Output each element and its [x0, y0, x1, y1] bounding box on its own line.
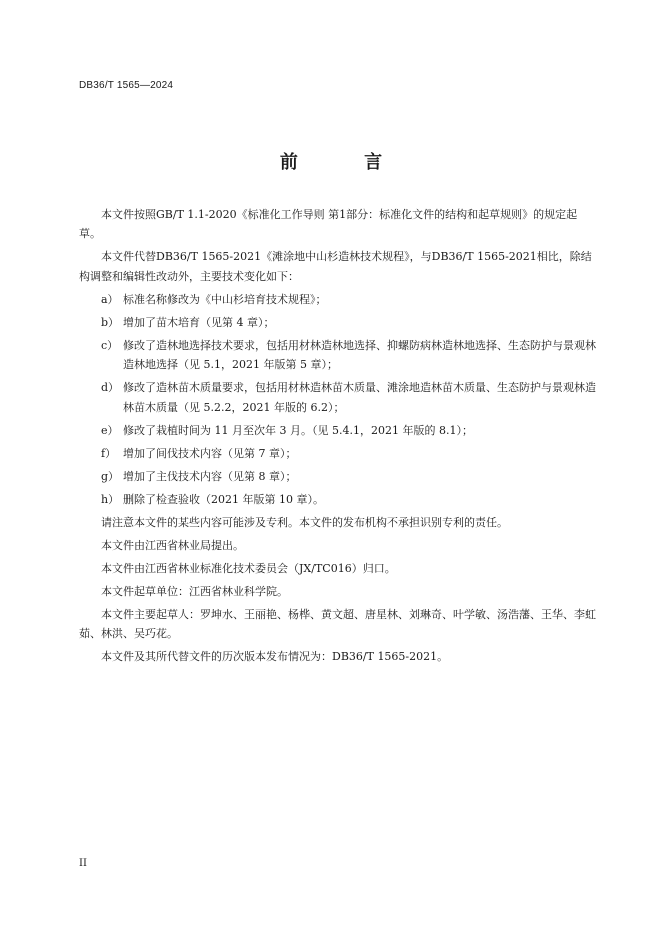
list-item — [79, 313, 599, 332]
list-item — [79, 336, 599, 375]
list-item — [79, 421, 599, 440]
list-item-text: 增加了间伐技术内容（见第 7 章）； — [123, 446, 297, 460]
paragraph-replacement: 本文件代替DB36/T 1565-2021《滩涂地中山杉造林技术规程》，与DB36/T 1565-2021相比，除结构调整和编辑性改动外，主要技术变化如下： — [79, 250, 592, 283]
list-item-label: d） — [101, 381, 120, 395]
page-title: 前 言 — [279, 152, 413, 173]
list-item — [79, 490, 599, 509]
list-item-label: c） — [101, 338, 119, 352]
paragraph-drafting-rules: 本文件按照GB/T 1.1-2020《标准化工作导则 第1部分：标准化文件的结构和起草规则》的规定起草。 — [79, 208, 578, 241]
list-item-text: 修改了造林地选择技术要求，包括用材林造林地选择、抑螺防病林造林地选择、生态防护与景观林造林地选择（见 5.1，2021 年版第 5 章）； — [123, 338, 596, 372]
paragraph-patent-notice: 请注意本文件的某些内容可能涉及专利。本文件的发布机构不承担识别专利的责任。 — [101, 515, 508, 529]
paragraph-version-history: 本文件及其所代替文件的历次版本发布情况为：DB36/T 1565-2021。 — [101, 650, 449, 664]
list-item-text: 修改了造林苗木质量要求，包括用材林造林苗木质量、滩涂地造林苗木质量、生态防护与景观林造林苗木质量（见 5.2.2，2021 年版的 6.2）； — [123, 381, 596, 414]
list-item — [79, 467, 599, 486]
list-item — [79, 444, 599, 463]
list-item-text: 增加了苗木培育（见第 4 章）； — [123, 315, 275, 329]
list-item-text: 修改了栽植时间为 11 月至次年 3 月。（见 5.4.1，2021 年版的 8.1）； — [123, 423, 473, 437]
paragraph-administered-by: 本文件由江西省林业标准化技术委员会（JX/TC016）归口。 — [101, 561, 396, 575]
list-item-label: a） — [101, 292, 119, 306]
list-item-label: e） — [101, 423, 119, 437]
list-item — [79, 378, 599, 417]
list-item-label: g） — [101, 469, 120, 483]
foreword-body — [79, 205, 599, 670]
list-item-text: 删除了检查验收（2021 年版第 10 章）。 — [123, 492, 324, 506]
paragraph-drafters: 本文件主要起草人：罗坤水、王丽艳、杨桦、黄文超、唐星林、刘琳奇、叶学敏、汤浩藩、王华、李虹茹、林洪、吴巧花。 — [79, 607, 596, 641]
list-item-label: b） — [101, 315, 120, 329]
list-item-label: f） — [101, 446, 117, 460]
list-item — [79, 290, 599, 309]
list-item-label: h） — [101, 492, 120, 506]
page-number: II — [79, 858, 87, 869]
paragraph-proposed-by: 本文件由江西省林业局提出。 — [101, 538, 244, 552]
document-code-header: DB36/T 1565—2024 — [79, 80, 174, 91]
list-item-text: 标准名称修改为《中山杉培育技术规程》； — [123, 292, 327, 306]
paragraph-drafting-unit: 本文件起草单位：江西省林业科学院。 — [101, 584, 288, 598]
list-item-text: 增加了主伐技术内容（见第 8 章）； — [123, 469, 297, 483]
